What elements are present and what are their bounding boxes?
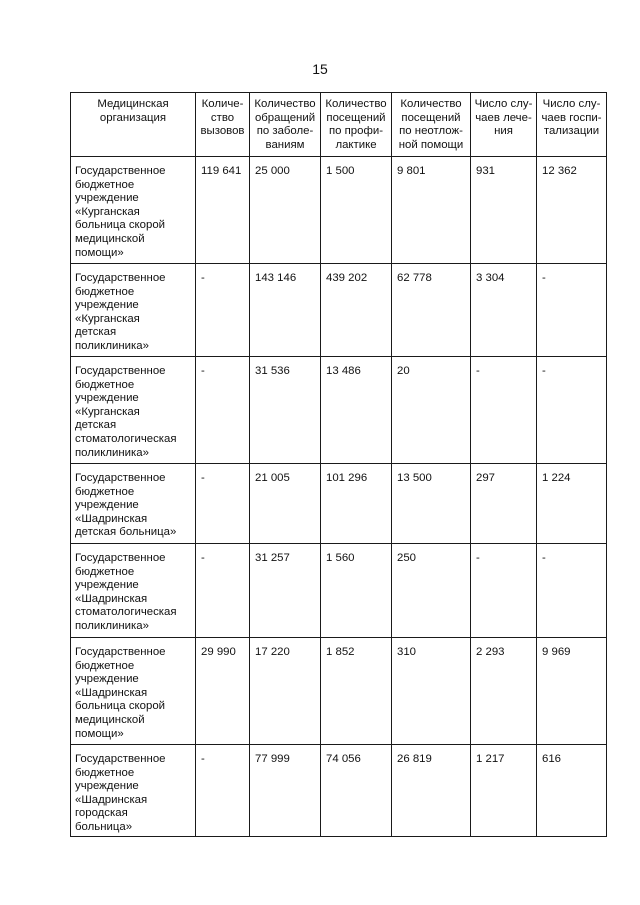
calls-cell: - bbox=[196, 544, 250, 638]
treatment-cases-cell: 1 217 bbox=[471, 745, 537, 837]
prevention-visits-cell: 13 486 bbox=[321, 357, 392, 464]
disease-visits-cell: 25 000 bbox=[250, 157, 321, 264]
organization-cell: Государственное бюджетное учреждение «Курганская детская стоматологическая поликлиника» bbox=[71, 357, 196, 464]
table-row bbox=[71, 464, 607, 544]
treatment-cases-cell: 2 293 bbox=[471, 638, 537, 745]
hospitalization-cases-cell: 12 362 bbox=[537, 157, 607, 264]
hospitalization-cases-cell: - bbox=[537, 544, 607, 638]
emergency-visits-cell: 26 819 bbox=[392, 745, 471, 837]
disease-visits-cell: 17 220 bbox=[250, 638, 321, 745]
table-row bbox=[71, 638, 607, 745]
hospitalization-cases-cell: 616 bbox=[537, 745, 607, 837]
table-header bbox=[71, 93, 607, 157]
emergency-visits-cell: 310 bbox=[392, 638, 471, 745]
prevention-visits-cell: 1 852 bbox=[321, 638, 392, 745]
header-calls: Количе- ство вызовов bbox=[196, 93, 250, 157]
header-prevention-visits: Количество посещений по профи- лактике bbox=[321, 93, 392, 157]
prevention-visits-cell: 101 296 bbox=[321, 464, 392, 544]
calls-cell: - bbox=[196, 464, 250, 544]
table-row bbox=[71, 157, 607, 264]
organization-cell: Государственное бюджетное учреждение «Шадринская больница скорой медицинской помощи» bbox=[71, 638, 196, 745]
treatment-cases-cell: 931 bbox=[471, 157, 537, 264]
header-emergency-visits: Количество посещений по неотлож- ной помощи bbox=[392, 93, 471, 157]
organization-cell: Государственное бюджетное учреждение «Шадринская стоматологическая поликлиника» bbox=[71, 544, 196, 638]
emergency-visits-cell: 9 801 bbox=[392, 157, 471, 264]
treatment-cases-cell: 297 bbox=[471, 464, 537, 544]
disease-visits-cell: 21 005 bbox=[250, 464, 321, 544]
header-disease-visits: Количество обращений по заболе- ваниям bbox=[250, 93, 321, 157]
organization-cell: Государственное бюджетное учреждение «Курганская больница скорой медицинской помощи» bbox=[71, 157, 196, 264]
organization-cell: Государственное бюджетное учреждение «Курганская детская поликлиника» bbox=[71, 264, 196, 357]
organization-cell: Государственное бюджетное учреждение «Шадринская городская больница» bbox=[71, 745, 196, 837]
header-treatment-cases: Число слу- чаев лече- ния bbox=[471, 93, 537, 157]
treatment-cases-cell: - bbox=[471, 544, 537, 638]
disease-visits-cell: 31 257 bbox=[250, 544, 321, 638]
header-organization: Медицинская организация bbox=[71, 93, 196, 157]
table-row bbox=[71, 745, 607, 837]
emergency-visits-cell: 62 778 bbox=[392, 264, 471, 357]
calls-cell: 119 641 bbox=[196, 157, 250, 264]
hospitalization-cases-cell: 1 224 bbox=[537, 464, 607, 544]
prevention-visits-cell: 439 202 bbox=[321, 264, 392, 357]
prevention-visits-cell: 1 560 bbox=[321, 544, 392, 638]
disease-visits-cell: 143 146 bbox=[250, 264, 321, 357]
page-number: 15 bbox=[312, 61, 328, 77]
treatment-cases-cell: - bbox=[471, 357, 537, 464]
calls-cell: - bbox=[196, 264, 250, 357]
prevention-visits-cell: 1 500 bbox=[321, 157, 392, 264]
emergency-visits-cell: 13 500 bbox=[392, 464, 471, 544]
calls-cell: - bbox=[196, 357, 250, 464]
treatment-cases-cell: 3 304 bbox=[471, 264, 537, 357]
hospitalization-cases-cell: - bbox=[537, 264, 607, 357]
data-table bbox=[70, 92, 607, 837]
disease-visits-cell: 77 999 bbox=[250, 745, 321, 837]
hospitalization-cases-cell: 9 969 bbox=[537, 638, 607, 745]
disease-visits-cell: 31 536 bbox=[250, 357, 321, 464]
header-row bbox=[71, 93, 607, 157]
table-row bbox=[71, 544, 607, 638]
prevention-visits-cell: 74 056 bbox=[321, 745, 392, 837]
table-row bbox=[71, 264, 607, 357]
calls-cell: - bbox=[196, 745, 250, 837]
hospitalization-cases-cell: - bbox=[537, 357, 607, 464]
calls-cell: 29 990 bbox=[196, 638, 250, 745]
emergency-visits-cell: 250 bbox=[392, 544, 471, 638]
emergency-visits-cell: 20 bbox=[392, 357, 471, 464]
table-row bbox=[71, 357, 607, 464]
header-hospitalization-cases: Число слу- чаев госпи- тализации bbox=[537, 93, 607, 157]
organization-cell: Государственное бюджетное учреждение «Шадринская детская больница» bbox=[71, 464, 196, 544]
